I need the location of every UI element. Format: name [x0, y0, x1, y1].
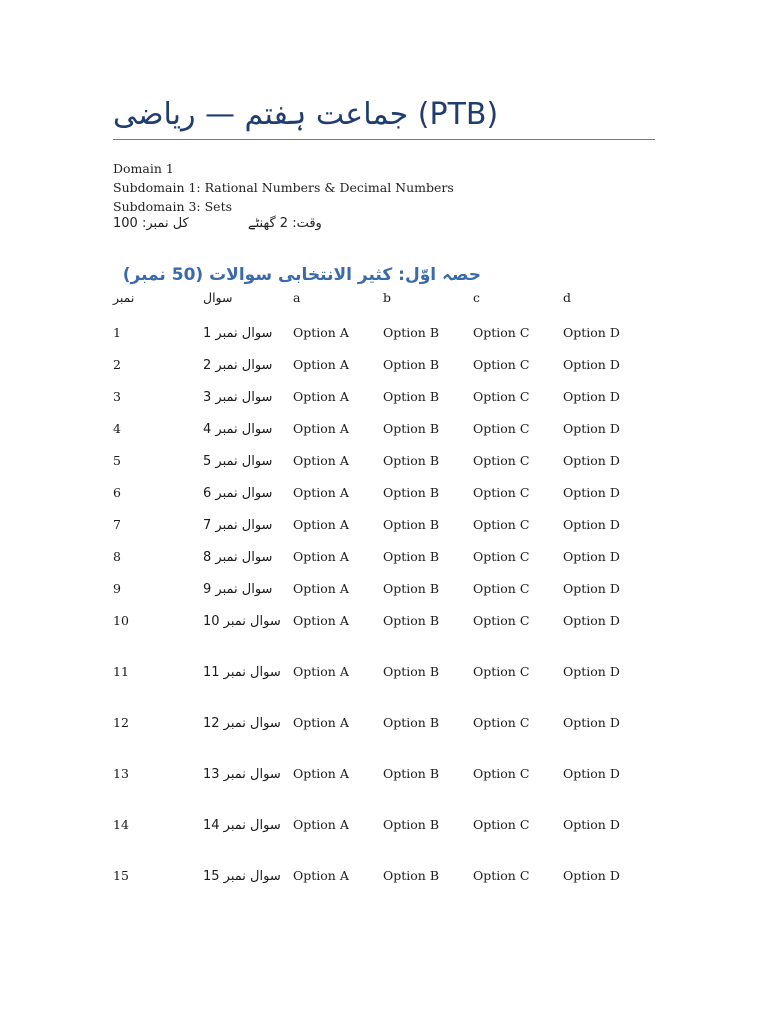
table-row	[113, 388, 653, 420]
row-option-a: Option A	[293, 613, 349, 628]
table-row	[113, 714, 653, 765]
row-question: سوال نمبر 14	[203, 818, 281, 833]
table-row	[113, 663, 653, 714]
table-row	[113, 816, 653, 867]
row-option-b: Option B	[383, 549, 440, 564]
row-option-c: Option C	[473, 549, 530, 564]
row-option-b: Option B	[383, 357, 440, 372]
row-option-a: Option A	[293, 453, 349, 468]
row-question: سوال نمبر 2	[203, 358, 273, 373]
table-header-row	[113, 290, 653, 324]
total-marks: کل نمبر: 100	[113, 216, 189, 231]
row-question: سوال نمبر 8	[203, 550, 273, 565]
row-question: سوال نمبر 4	[203, 422, 273, 437]
row-option-c: Option C	[473, 817, 530, 832]
row-question: سوال نمبر 5	[203, 454, 273, 469]
row-number: 10	[113, 613, 129, 628]
row-question: سوال نمبر 9	[203, 582, 273, 597]
row-option-a: Option A	[293, 664, 349, 679]
row-option-b: Option B	[383, 581, 440, 596]
row-option-a: Option A	[293, 325, 349, 340]
row-option-c: Option C	[473, 581, 530, 596]
row-number: 3	[113, 389, 121, 404]
row-option-d: Option D	[563, 715, 620, 730]
row-option-c: Option C	[473, 613, 530, 628]
row-number: 15	[113, 868, 129, 883]
row-option-c: Option C	[473, 325, 530, 340]
row-option-b: Option B	[383, 766, 440, 781]
row-question: سوال نمبر 7	[203, 518, 273, 533]
row-option-b: Option B	[383, 664, 440, 679]
title-underline	[113, 139, 655, 140]
row-option-b: Option B	[383, 715, 440, 730]
row-option-d: Option D	[563, 613, 620, 628]
row-number: 5	[113, 453, 121, 468]
row-option-c: Option C	[473, 766, 530, 781]
row-option-d: Option D	[563, 453, 620, 468]
row-question: سوال نمبر 10	[203, 614, 281, 629]
row-question: سوال نمبر 15	[203, 869, 281, 884]
header-question: سوال	[203, 290, 233, 305]
row-option-c: Option C	[473, 715, 530, 730]
row-question: سوال نمبر 3	[203, 390, 273, 405]
row-option-c: Option C	[473, 357, 530, 372]
row-option-d: Option D	[563, 485, 620, 500]
row-number: 12	[113, 715, 129, 730]
row-option-b: Option B	[383, 517, 440, 532]
domain-label: Domain 1	[113, 161, 174, 176]
table-row	[113, 420, 653, 452]
header-number: نمبر	[113, 290, 135, 305]
row-option-a: Option A	[293, 549, 349, 564]
row-option-a: Option A	[293, 581, 349, 596]
row-question: سوال نمبر 12	[203, 716, 281, 731]
row-number: 14	[113, 817, 129, 832]
row-option-d: Option D	[563, 817, 620, 832]
row-option-a: Option A	[293, 485, 349, 500]
row-option-c: Option C	[473, 485, 530, 500]
row-option-b: Option B	[383, 453, 440, 468]
row-option-d: Option D	[563, 581, 620, 596]
row-option-b: Option B	[383, 868, 440, 883]
row-question: سوال نمبر 11	[203, 665, 281, 680]
row-option-a: Option A	[293, 868, 349, 883]
row-option-d: Option D	[563, 325, 620, 340]
mcq-table	[113, 290, 653, 918]
row-option-a: Option A	[293, 517, 349, 532]
row-option-c: Option C	[473, 664, 530, 679]
row-option-c: Option C	[473, 453, 530, 468]
subdomain-1-label: Subdomain 1: Rational Numbers & Decimal Numbers	[113, 180, 454, 195]
row-number: 8	[113, 549, 121, 564]
table-row	[113, 324, 653, 356]
table-row	[113, 516, 653, 548]
table-row	[113, 612, 653, 663]
header-option-a: a	[293, 290, 301, 305]
marks-time-line	[113, 216, 433, 236]
row-option-b: Option B	[383, 389, 440, 404]
table-row	[113, 484, 653, 516]
row-option-d: Option D	[563, 357, 620, 372]
header-option-b: b	[383, 290, 392, 305]
row-question: سوال نمبر 6	[203, 486, 273, 501]
mcq-table-body	[113, 324, 653, 918]
row-number: 4	[113, 421, 121, 436]
row-option-d: Option D	[563, 868, 620, 883]
subdomain-2-label: Subdomain 3: Sets	[113, 199, 233, 214]
row-option-d: Option D	[563, 766, 620, 781]
section-heading: حصہ اوّل: کثیر الانتخابی سوالات (50 نمبر)	[122, 265, 481, 285]
row-option-b: Option B	[383, 817, 440, 832]
row-option-d: Option D	[563, 389, 620, 404]
row-option-b: Option B	[383, 613, 440, 628]
table-row	[113, 452, 653, 484]
row-option-d: Option D	[563, 421, 620, 436]
row-option-b: Option B	[383, 325, 440, 340]
row-option-d: Option D	[563, 664, 620, 679]
row-option-a: Option A	[293, 766, 349, 781]
row-number: 11	[113, 664, 129, 679]
table-row	[113, 356, 653, 388]
row-question: سوال نمبر 1	[203, 326, 273, 341]
row-option-b: Option B	[383, 421, 440, 436]
row-option-c: Option C	[473, 868, 530, 883]
row-number: 2	[113, 357, 121, 372]
row-number: 7	[113, 517, 121, 532]
row-number: 9	[113, 581, 121, 596]
document-title: جماعت ہفتم — ریاضی (PTB)	[113, 97, 499, 132]
table-row	[113, 580, 653, 612]
row-option-d: Option D	[563, 517, 620, 532]
row-option-a: Option A	[293, 357, 349, 372]
row-question: سوال نمبر 13	[203, 767, 281, 782]
table-row	[113, 765, 653, 816]
exam-time: وقت: 2 گھنٹے	[248, 216, 322, 231]
row-number: 1	[113, 325, 121, 340]
table-row	[113, 548, 653, 580]
header-option-d: d	[563, 290, 572, 305]
table-row	[113, 867, 653, 918]
row-option-a: Option A	[293, 817, 349, 832]
row-option-c: Option C	[473, 389, 530, 404]
row-option-d: Option D	[563, 549, 620, 564]
exam-meta	[113, 159, 454, 216]
header-option-c: c	[473, 290, 481, 305]
row-number: 6	[113, 485, 121, 500]
row-option-c: Option C	[473, 421, 530, 436]
row-option-a: Option A	[293, 421, 349, 436]
row-number: 13	[113, 766, 129, 781]
row-option-b: Option B	[383, 485, 440, 500]
row-option-a: Option A	[293, 389, 349, 404]
row-option-c: Option C	[473, 517, 530, 532]
row-option-a: Option A	[293, 715, 349, 730]
